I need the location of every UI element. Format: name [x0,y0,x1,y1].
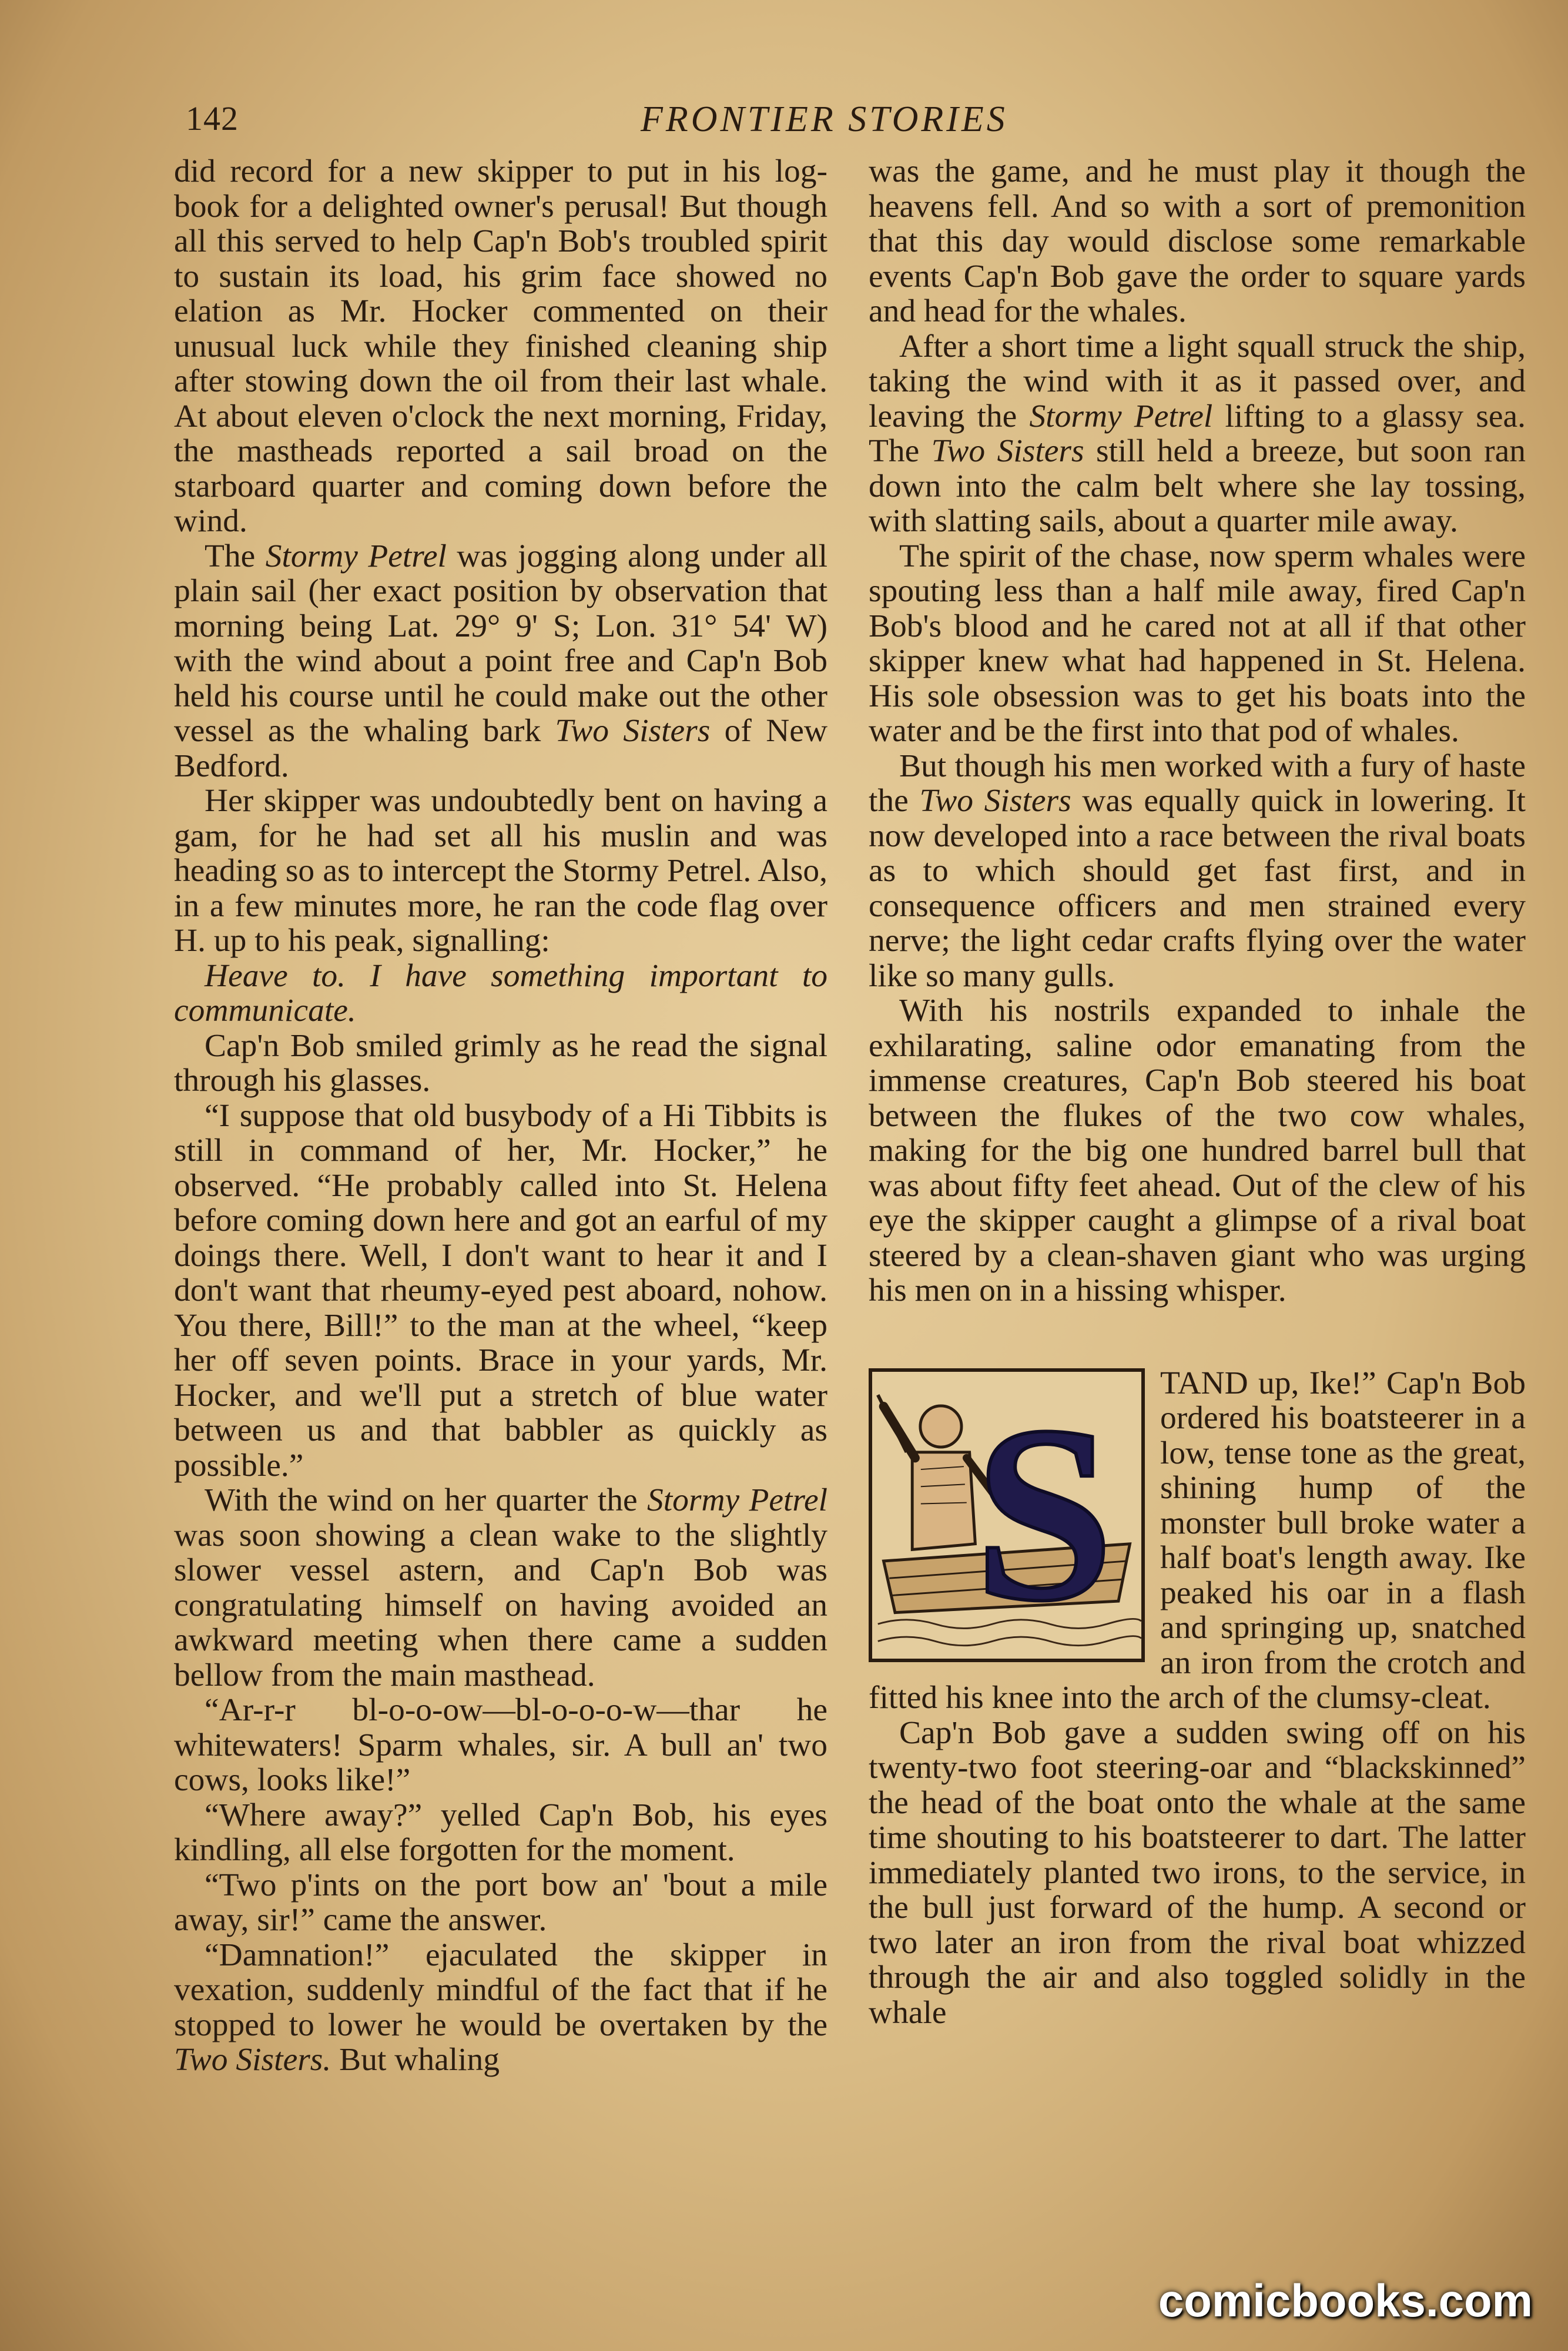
right-column [869,154,1526,2030]
running-head: FRONTIER STORIES [641,99,1008,139]
paragraph: TAND up, Ike!” Cap'n Bob ordered his boatsteerer in a low, tense tone as the great, shining hump of the monster bull broke water a half boat's length away. Ike peaked his oar in a flash and springing up, snatched an iron from the crotch and fitted his knee into the arch of the clumsy-cleat. [869,1365,1526,1716]
paragraph: The Stormy Petrel was jogging along under all plain sail (her exact position by observation that morning being Lat. 29° 9' S; Lon. 31° 54' W) with the wind about a point free and Cap'n Bob held his course until he could make out the other vessel as the whaling bark Two Sisters of New Bedford. [174,538,828,784]
left-column [174,154,827,2078]
paragraph: But though his men worked with a fury of haste the Two Sisters was equally quick in lowering. It now developed into a race between the rival boats as to which should get fast first, and in consequence officers and men strained every nerve; the light cedar crafts flying over the water like so many gulls. [869,748,1526,994]
paragraph: was the game, and he must play it though the heavens fell. And so with a sort of premonition that this day would disclose some remarkable events Cap'n Bob gave the order to square yards and head for the whales. [869,153,1526,329]
paragraph: “I suppose that old busybody of a Hi Tibbits is still in command of her, Mr. Hocker,” he observed. “He probably called into St. Helena before coming down here and got an earful of my doings there. Well, I don't want to hear it and I don't want that rheumy-eyed pest aboard, nohow. You there, Bill!” to the man at the wheel, “keep her off seven points. Brace in your yards, Mr. Hocker, and we'll put a stretch of blue water between us and that babbler as quickly as possible.” [174,1097,827,1483]
paragraph: did record for a new skipper to put in his log-book for a delighted owner's perusal! But though all this served to help Cap'n Bob's troubled spirit to sustain its load, his grim face showed no elation as Mr. Hocker commented on their unusual luck while they finished cleaning ship after stowing down the oil from their last whale. At about eleven o'clock the next morning, Friday, the mastheads reported a sail broad on the starboard quarter and coming down before the wind. [174,153,827,539]
paragraph: Cap'n Bob gave a sudden swing off on his twenty-two foot steering-oar and “blackskinned” the head of the boat onto the whale at the same time shouting to his boatsteerer to dart. The latter immediately planted two irons, to the service, in the bull just forward of the hump. A second or two later an iron from the rival boat whizzed through the air and also toggled solidly in the whale [869,1714,1526,2031]
paragraph: “Damnation!” ejaculated the skipper in vexation, suddenly mindful of the fact that if he stopped to lower he would be overtaken by the Two Sisters. But whaling [174,1937,827,2078]
ship-name: Two Sisters [555,713,711,749]
paragraph: The spirit of the chase, now sperm whales were spouting less than a half mile away, fired Cap'n Bob's blood and he cared not at all if that other skipper knew what had happened in St. Helena. His sole obsession was to get his boats into the water and be the first into that pod of whales. [869,538,1526,749]
ship-name: Two Sisters [931,433,1084,469]
paragraph: “Where away?” yelled Cap'n Bob, his eyes kindling, all else forgotten for the moment. [174,1797,827,1868]
paragraph: Cap'n Bob smiled grimly as he read the signal through his glasses. [174,1027,827,1099]
ship-name: Two Sisters [919,783,1071,819]
ship-name: Stormy Petrel [1029,398,1213,434]
page-number: 142 [186,99,239,138]
harpooner-illustration [872,1372,1141,1659]
drop-cap-letter: S [974,1373,1114,1653]
drop-cap-illustration [869,1368,1145,1662]
ship-name: Stormy Petrel [265,538,447,574]
signal-message: Heave to. I have something important to communicate. [174,957,827,1029]
ship-name: Stormy Petrel [646,1482,828,1518]
paragraph: With the wind on her quarter the Stormy Petrel was soon showing a clean wake to the slightly slower vessel astern, and Cap'n Bob was congratulating himself on having avoided an awkward meeting when there came a sudden bellow from the main masthead. [174,1482,828,1693]
paragraph: Her skipper was undoubtedly bent on having a gam, for he had set all his muslin and was heading so as to intercept the Stormy Petrel. Also, in a few minutes more, he ran the code flag over H. up to his peak, signalling: [174,783,827,959]
ship-name: Two Sisters. [174,2042,331,2078]
drop-cap-section [869,1366,1526,1716]
watermark: comicbooks.com [1158,2275,1533,2326]
paragraph: “Ar-r-r bl-o-o-ow—bl-o-o-o-w—thar he whitewaters! Sparm whales, sir. A bull an' two cows, looks like!” [174,1692,827,1798]
paragraph: After a short time a light squall struck the ship, taking the wind with it as it passed over, and leaving the Stormy Petrel lifting to a glassy sea. The Two Sisters still held a breeze, but soon ran down into the calm belt where she lay tossing, with slatting sails, about a quarter mile away. [869,328,1526,539]
paragraph: With his nostrils expanded to inhale the exhilarating, saline odor emanating from the immense creatures, Cap'n Bob steered his boat between the flukes of the two cow whales, making for the big one hundred barrel bull that was about fifty feet ahead. Out of the clew of his eye the skipper caught a glimpse of a rival boat steered by a clean-shaven giant who was urging his men on in a hissing whisper. [869,993,1526,1308]
paragraph: “Two p'ints on the port bow an' 'bout a mile away, sir!” came the answer. [174,1867,827,1938]
